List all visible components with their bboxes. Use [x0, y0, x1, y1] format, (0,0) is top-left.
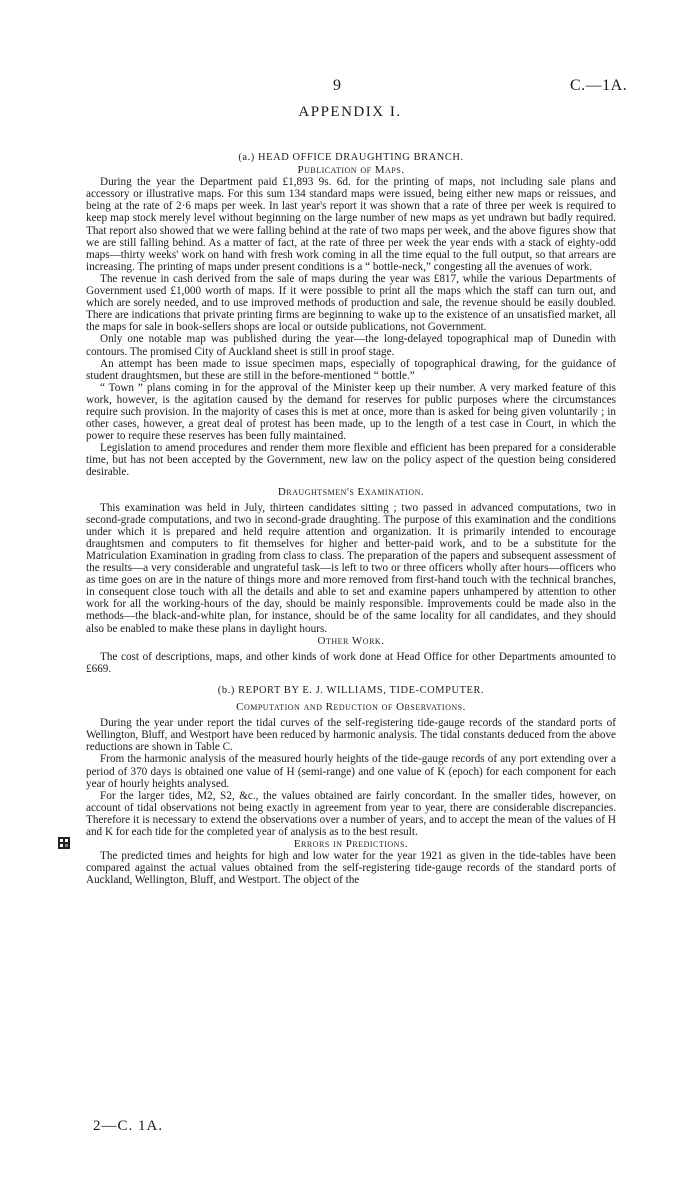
computation-heading: Computation and Reduction of Observations. [236, 701, 466, 714]
document-reference: C.—1A. [570, 77, 628, 94]
paragraph: During the year under report the tidal curves of the self-registering tide-gauge records of the standard ports of Wellington, Bluff, and Westport have been reduced by harmonic analysis. The tidal constants deduced from the above reductions are shown in Table C. [86, 717, 616, 754]
other-work-heading: Other Work. [317, 634, 385, 647]
paragraph: Legislation to amend procedures and render them more flexible and efficient has been prepared for a considerable time, but has not been accepted by the Government, new law on the policy aspect of the question being considered desirable. [86, 442, 616, 479]
appendix-title: APPENDIX I. [298, 104, 402, 120]
document-body [86, 152, 616, 886]
errors-heading: Errors in Predictions. [293, 838, 409, 851]
paragraph: For the larger tides, M2, S2, &c., the values obtained are fairly concordant. In the smaller tides, however, on account of tidal observations not being exactly in agreement from year to year, there are considerable discrepancies. Therefore it is necessary to extend the observations over a number of years, and to accept the mean of the values of H and K for each tide for the completed year of analysis as to the best result. [86, 789, 616, 838]
paragraph: An attempt has been made to issue specimen maps, especially of topographical drawing, for the guidance of student draughtsmen, but these are still in the before-mentioned “ bottle.” [86, 357, 616, 382]
publication-heading: Publication of Maps. [297, 164, 405, 177]
page-signature: 2—C. 1A. [93, 1118, 164, 1134]
section-b-heading: (b.) REPORT BY E. J. WILLIAMS, TIDE-COMPUTER. [217, 684, 485, 696]
paragraph: The predicted times and heights for high and low water for the year 1921 as given in the tide-tables have been compared against the actual values obtained from the self-registering tide-gauge records of the standard ports of Auckland, Wellington, Bluff, and Westport. The object of the [86, 850, 616, 887]
examination-heading: Draughtsmen's Examination. [277, 485, 425, 498]
section-a-heading: (a.) HEAD OFFICE DRAUGHTING BRANCH. [238, 152, 464, 163]
scan-marker-icon [58, 837, 70, 849]
paragraph: “ Town ” plans coming in for the approval of the Minister keep up their number. A very marked feature of this work, however, is the agitation caused by the demand for reserves for public purposes where the circumstances require such provision. In the majority of cases this is met at once, more than is asked for being given voluntarily ; in other cases, however, a great deal of protest has been made, up to the length of a test case in Court, in which the power to require these reserves has been fully maintained. [86, 381, 616, 443]
paragraph: The cost of descriptions, maps, and other kinds of work done at Head Office for other Departments amounted to £669. [86, 650, 616, 675]
paragraph: The revenue in cash derived from the sale of maps during the year was £817, while the various Departments of Government used £1,000 worth of maps. If it were possible to print all the maps which the staff can turn out, and which are sorely needed, and to use improved methods of production and sale, the revenue should be easily doubled. There are indications that private printing firms are beginning to wake up to the existence of an unsatisfied market, all the maps for sale in book-sellers shops are local or outside publications, not Government. [86, 272, 616, 334]
paragraph: During the year the Department paid £1,893 9s. 6d. for the printing of maps, not including sale plans and accessory or illustrative maps. For this sum 134 standard maps were issued, being either new maps or reissues, and being at the rate of 2·6 maps per week. In last year's report it was shown that a rate of three per week is required to keep map stock merely level without beginning on the large number of new maps as yet undrawn but badly required. That report also showed that we were falling behind at the rate of two maps per week, and the above figures show that we are still falling behind. As a matter of fact, at the rate of three per week the year ends with a stack of eighty-odd maps—thirty weeks' work on hand with fresh work coming in all the time equal to the full output, so that arrears are increasing. The printing of maps under present conditions is a “ bottle-neck,” congesting all the avenues of work. [86, 176, 616, 273]
paragraph: This examination was held in July, thirteen candidates sitting ; two passed in advanced computations, two in second-grade computations, and two in second-grade draughting. The purpose of this examination and the conditions under which it is prepared and held require attention and organization. It is primarily intended to encourage draughtsmen and computers to fit themselves for higher and better-paid work, and to be a substitute for the Matriculation Examination in grading from class to class. The preparation of the papers and subsequent assessment of the results—a very considerable and ungrateful task—is left to two or three officers wholly after hours—officers who as time goes on are in the nature of things more and more removed from first-hand touch with the technical branches, in consequent close touch with all the details and able to set and examine papers unhampered by attention to other work for all the working-hours of the day, should be mainly responsible. Improvements could be made also in the methods—the black-and-white plan, for instance, should be of the same locality for all candidates, and they should also be enabled to make these plans in daylight hours. [86, 501, 616, 635]
page-number: 9 [333, 77, 341, 94]
paragraph: Only one notable map was published during the year—the long-delayed topographical map of Dunedin with contours. The promised City of Auckland sheet is still in proof stage. [86, 333, 616, 358]
paragraph: From the harmonic analysis of the measured hourly heights of the tide-gauge records of any port extending over a period of 370 days is obtained one value of H (semi-range) and one value of K (epoch) for each component for each year of hourly heights analysed. [86, 753, 616, 790]
